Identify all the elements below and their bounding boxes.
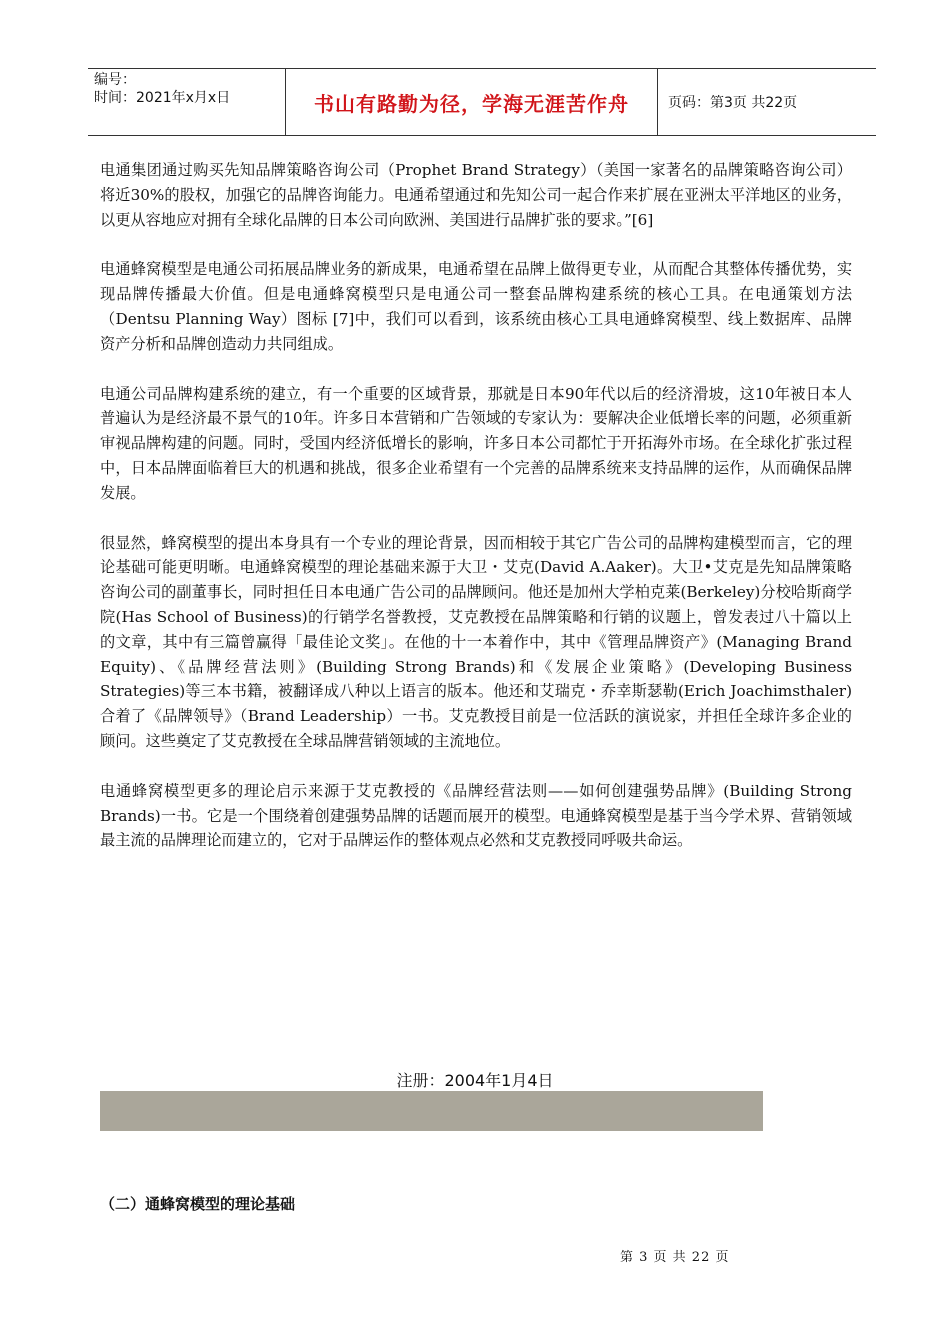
paragraph-1: 电通集团通过购买先知品牌策略咨询公司（Prophet Brand Strategy）（美国一家著名的品牌策略咨询公司）将近30%的股权，加强它的品牌咨询能力。电通希望通过和先知公司一起合作来扩展在亚洲太平洋地区的业务，以更从容地应对拥有全球化品牌的日本公司向欧洲、美国进行品牌扩张的要求。”[6] bbox=[100, 161, 852, 229]
gray-divider-bar bbox=[100, 1091, 763, 1131]
header-meta-cell bbox=[88, 69, 286, 135]
document-number-label: 编号： bbox=[94, 72, 136, 88]
paragraph-5: 电通蜂窝模型更多的理论启示来源于艾克教授的《品牌经营法则——如何创建强势品牌》(Building Strong Brands)一书。它是一个围绕着创建强势品牌的话题而展开的模型。电通蜂窝模型是基于当今学术界、营销领域最主流的品牌理论而建立的，它对于品牌运作的整体观点必然和艾克教授同呼吸共命运。 bbox=[100, 781, 852, 850]
header-slogan: 书山有路勤为径，学海无涯苦作舟 bbox=[286, 69, 658, 135]
paragraph-3: 电通公司品牌构建系统的建立，有一个重要的区域背景，那就是日本90年代以后的经济滑坡，这10年被日本人普遍认为是经济最不景气的10年。许多日本营销和广告领域的专家认为：要解决企业低增长率的问题，必须重新审视品牌构建的问题。同时，受国内经济低增长的影响，许多日本公司都忙于开拓海外市场。在全球化扩张过程中，日本品牌面临着巨大的机遇和挑战，很多企业希望有一个完善的品牌系统来支持品牌的运作，从而确保品牌发展。 bbox=[100, 384, 852, 502]
page-header bbox=[88, 68, 876, 136]
header-page-number: 页码：第3页 共22页 bbox=[668, 95, 798, 111]
page-footer: 第 3 页 共 22 页 bbox=[620, 1250, 730, 1265]
paragraph-2: 电通蜂窝模型是电通公司拓展品牌业务的新成果，电通希望在品牌上做得更专业，从而配合其整体传播优势，实现品牌传播最大价值。但是电通蜂窝模型只是电通公司一整套品牌构建系统的核心工具。在电通策划方法（Dentsu Planning Way）图标 [7]中，我们可以看到，该系统由核心工具电通蜂窝模型、线上数据库、品牌资产分析和品牌创造动力共同组成。 bbox=[100, 260, 852, 353]
section-heading: （二）通蜂窝模型的理论基础 bbox=[100, 1195, 296, 1213]
document-time-label: 时间：2021年x月x日 bbox=[94, 90, 231, 106]
registration-date: 注册：2004年1月4日 bbox=[396, 1071, 554, 1090]
paragraph-4: 很显然，蜂窝模型的提出本身具有一个专业的理论背景，因而相较于其它广告公司的品牌构建模型而言，它的理论基础可能更明晰。电通蜂窝模型的理论基础来源于大卫・艾克(David A.Aaker)。大卫•艾克是先知品牌策略咨询公司的副董事长，同时担任日本电通广告公司的品牌顾问。他还是加州大学柏克莱(Berkeley)分校哈斯商学院(Has School of Business)的行销学名誉教授，艾克教授在品牌策略和行销的议题上，曾发表过八十篇以上的文章，其中有三篇曾赢得「最佳论文奖」。在他的十一本着作中，其中《管理品牌资产》(Managing Brand Equity)、《品牌经营法则》(Building Strong Brands)和《发展企业策略》(Developing Business Strategies)等三本书籍，被翻译成八种以上语言的版本。他还和艾瑞克・乔幸斯瑟勒(Erich Joachimsthaler)合着了《品牌领导》（Brand Leadership）一书。艾克教授目前是一位活跃的演说家，并担任全球许多企业的顾问。这些奠定了艾克教授在全球品牌营销领域的主流地位。 bbox=[100, 533, 852, 750]
document-body bbox=[100, 158, 852, 878]
